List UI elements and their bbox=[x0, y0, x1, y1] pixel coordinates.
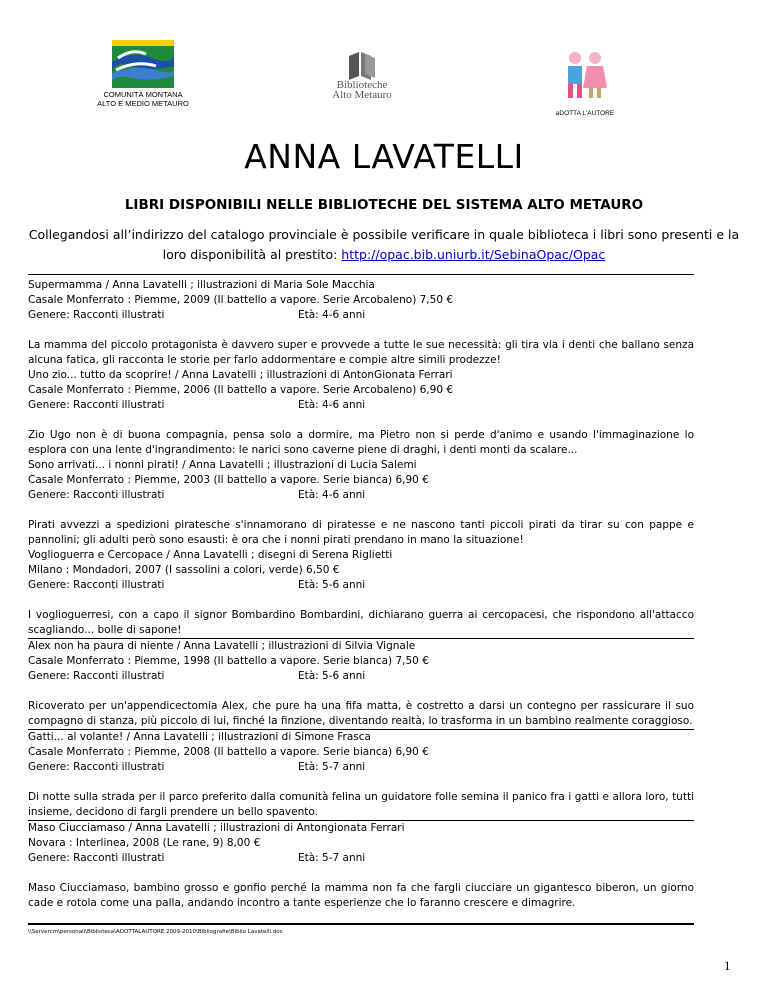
comunita-montana-emblem-icon bbox=[112, 40, 174, 88]
book-title: Voglioguerra e Cercopace / Anna Lavatelli ; disegni di Serena Riglietti bbox=[28, 549, 393, 561]
comunita-montana-logo bbox=[88, 40, 198, 108]
book-age: Età: 5-7 anni bbox=[298, 761, 366, 773]
book-age: Età: 5-7 anni bbox=[298, 852, 366, 864]
book-description: Maso Ciucciamaso, bambino grosso e gonfio perché la mamma non fa che fargli ciucciare un gigantesco biberon, un giorno cade e rotola come una palla, andando incontro a tante esperienze che lo faranno crescere e dimagrire. bbox=[28, 882, 694, 909]
intro-paragraph bbox=[28, 225, 740, 265]
book-entry bbox=[28, 368, 694, 470]
book-entry bbox=[28, 458, 694, 560]
biblioteche-alto-metauro-logo bbox=[312, 50, 412, 100]
page-title: ANNA LAVATELLI bbox=[244, 137, 524, 176]
book-genre: Genere: Racconti illustrati bbox=[28, 761, 165, 773]
children-figures-icon bbox=[561, 50, 609, 102]
book-title: Supermamma / Anna Lavatelli ; illustrazioni di Maria Sole Macchia bbox=[28, 279, 375, 291]
book-title: Gatti... al volante! / Anna Lavatelli ; illustrazioni di Simone Frasca bbox=[28, 731, 371, 743]
logo-caption-line1: COMUNITÀ MONTANA bbox=[103, 90, 183, 99]
book-description: La mamma del piccolo protagonista è davvero super e provvede a tutte le sue necessità: gli tira via i denti che ballano senza alcuna fatica, gli racconta le storie per farlo addormentare e compie altre simili prodezze! bbox=[28, 339, 694, 366]
catalog-link[interactable]: http://opac.bib.uniurb.it/SebinaOpac/Opac bbox=[341, 247, 606, 262]
intro-text: Collegandosi all’indirizzo del catalogo provinciale è possibile verificare in quale biblioteca i libri sono presenti e la loro disponibilità al prestito: bbox=[28, 227, 740, 262]
book-age: Età: 4-6 anni bbox=[298, 309, 366, 321]
book-age: Età: 4-6 anni bbox=[298, 399, 366, 411]
book-description: Zio Ugo non è di buona compagnia, pensa solo a dormire, ma Pietro non si perde d'animo e usando l'immaginazione lo esplora con una lente d'ingrandimento: le narici sono caverne piene di draghi, i denti monti da scalare... bbox=[28, 429, 694, 456]
adotta-autore-logo bbox=[540, 50, 630, 117]
book-description: I voglioguerresi, con a capo il signor Bombardino Bombardini, dichiarano guerra ai cercopacesi, che rispondono all'attacco scagliando... bolle di sapone! bbox=[28, 609, 694, 636]
book-title: Maso Ciucciamaso / Anna Lavatelli ; illustrazioni di Antongionata Ferrari bbox=[28, 822, 405, 834]
logo-biblioteche-text: Biblioteche bbox=[336, 79, 388, 91]
page-subtitle: LIBRI DISPONIBILI NELLE BIBLIOTECHE DEL SISTEMA ALTO METAURO bbox=[124, 197, 644, 213]
book-age: Età: 4-6 anni bbox=[298, 489, 366, 501]
book-entry bbox=[28, 638, 694, 741]
book-description: Di notte sulla strada per il parco preferito dalla comunità felina un guidatore folle semina il panico fra i gatti e allora loro, tutti insieme, decidono di fargli prendere un bello spavento. bbox=[28, 791, 694, 818]
book-genre: Genere: Racconti illustrati bbox=[28, 399, 165, 411]
books-icon bbox=[345, 50, 379, 80]
book-age: Età: 5-6 anni bbox=[298, 670, 366, 682]
logo-alto-metauro-text: Alto Metauro bbox=[332, 89, 392, 101]
book-age: Età: 5-6 anni bbox=[298, 579, 366, 591]
book-entry bbox=[28, 274, 694, 380]
page-number: 1 bbox=[724, 958, 731, 973]
document-path-footer: \\Servercm\personali\Biblioteca\ADOTTALAUTORE 2009-2010\Bibliografie\Biblio Lavatelli.doc bbox=[28, 924, 694, 935]
book-genre: Genere: Racconti illustrati bbox=[28, 579, 165, 591]
book-title: Uno zio... tutto da scoprire! / Anna Lavatelli ; illustrazioni di AntonGionata Ferrari bbox=[28, 369, 453, 381]
book-title: Alex non ha paura di niente / Anna Lavatelli ; illustrazioni di Silvia Vignale bbox=[28, 640, 416, 652]
book-genre: Genere: Racconti illustrati bbox=[28, 489, 165, 501]
book-publisher: Casale Monferrato : Piemme, 2003 (Il battello a vapore. Serie bianca) 6,90 € bbox=[28, 474, 429, 486]
logo-caption-line2: ALTO E MEDIO METAURO bbox=[97, 99, 189, 108]
book-title: Sono arrivati... i nonni pirati! / Anna Lavatelli ; illustrazioni di Lucia Salemi bbox=[28, 459, 417, 471]
logo-adotta-caption: aDOTTA L'AUTORE bbox=[555, 110, 615, 117]
book-genre: Genere: Racconti illustrati bbox=[28, 309, 165, 321]
book-entry bbox=[28, 729, 694, 832]
book-description: Pirati avvezzi a spedizioni piratesche s'innamorano di piratesse e ne nascono tanti piccoli pirati da tirar su con pappe e pannolini; gli adulti però sono esausti: è ora che i nonni pirati prendano in mano la situazione! bbox=[28, 519, 694, 546]
book-publisher: Casale Monferrato : Piemme, 1998 (Il battello a vapore. Serie bianca) 7,50 € bbox=[28, 655, 429, 667]
book-entry bbox=[28, 548, 694, 650]
book-publisher: Novara : Interlinea, 2008 (Le rane, 9) 8,00 € bbox=[28, 837, 261, 849]
book-genre: Genere: Racconti illustrati bbox=[28, 852, 165, 864]
book-publisher: Milano : Mondadori, 2007 (I sassolini a colori, verde) 6,50 € bbox=[28, 564, 340, 576]
book-list bbox=[28, 274, 694, 924]
book-description: Ricoverato per un'appendicectomia Alex, che pure ha una fifa matta, è costretto a darsi un contegno per rassicurare il suo compagno di stanza, più piccolo di lui, finché la finzione, diventando realtà, lo trasforma in un bambino realmente coraggioso. bbox=[28, 700, 694, 727]
book-publisher: Casale Monferrato : Piemme, 2009 (Il battello a vapore. Serie Arcobaleno) 7,50 € bbox=[28, 294, 454, 306]
book-publisher: Casale Monferrato : Piemme, 2008 (Il battello a vapore. Serie bianca) 6,90 € bbox=[28, 746, 429, 758]
book-publisher: Casale Monferrato : Piemme, 2006 (Il battello a vapore. Serie Arcobaleno) 6,90 € bbox=[28, 384, 454, 396]
book-entry bbox=[28, 820, 694, 923]
book-genre: Genere: Racconti illustrati bbox=[28, 670, 165, 682]
